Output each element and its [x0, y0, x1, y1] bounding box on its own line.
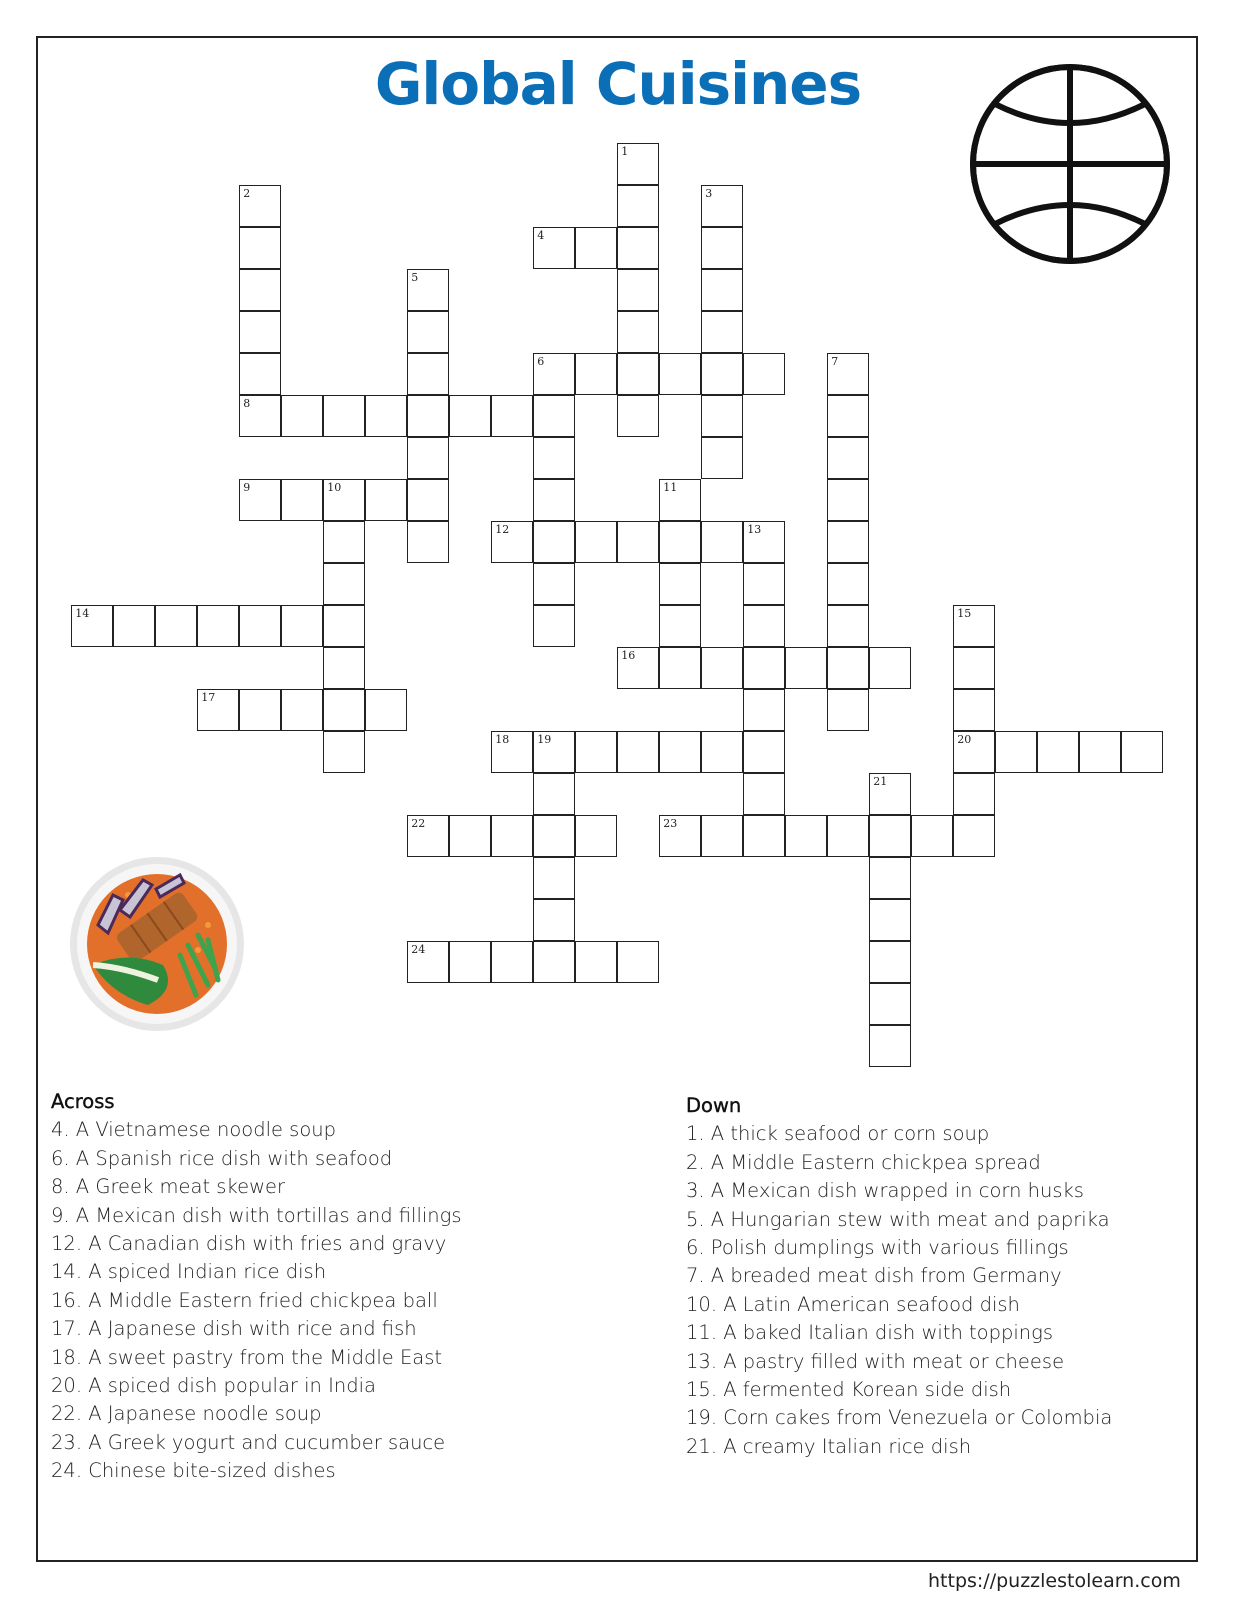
- grid-cell[interactable]: [491, 731, 533, 773]
- grid-cell[interactable]: [701, 731, 743, 773]
- grid-cell[interactable]: [617, 269, 659, 311]
- across-clue: 18. A sweet pastry from the Middle East: [51, 1345, 443, 1369]
- clue-number: 22: [411, 817, 426, 831]
- grid-cell[interactable]: [197, 605, 239, 647]
- grid-cell[interactable]: [407, 269, 449, 311]
- grid-cell[interactable]: [575, 353, 617, 395]
- clue-number: 6: [537, 355, 545, 369]
- grid-cell[interactable]: [533, 227, 575, 269]
- grid-cell[interactable]: [617, 521, 659, 563]
- grid-cell[interactable]: [701, 647, 743, 689]
- grid-cell[interactable]: [533, 563, 575, 605]
- grid-cell[interactable]: [827, 479, 869, 521]
- grid-cell[interactable]: [953, 647, 995, 689]
- clue-number: 16: [621, 649, 636, 663]
- globe-icon: [968, 62, 1172, 266]
- grid-cell[interactable]: [323, 605, 365, 647]
- grid-cell[interactable]: [869, 647, 911, 689]
- grid-cell[interactable]: [995, 731, 1037, 773]
- grid-cell[interactable]: [1037, 731, 1079, 773]
- grid-cell[interactable]: [407, 941, 449, 983]
- grid-cell[interactable]: [617, 185, 659, 227]
- across-clue: 14. A spiced Indian rice dish: [51, 1260, 327, 1284]
- down-clue: 13. A pastry filled with meat or cheese: [686, 1349, 1065, 1373]
- clue-number: 8: [243, 397, 251, 411]
- grid-cell[interactable]: [239, 395, 281, 437]
- grid-cell[interactable]: [743, 521, 785, 563]
- food-plate-icon: [68, 855, 246, 1033]
- grid-cell[interactable]: [239, 479, 281, 521]
- grid-cell[interactable]: [323, 521, 365, 563]
- grid-cell[interactable]: [533, 857, 575, 899]
- grid-cell[interactable]: [701, 185, 743, 227]
- grid-cell[interactable]: [743, 353, 785, 395]
- clue-number: 7: [831, 355, 839, 369]
- grid-cell[interactable]: [911, 815, 953, 857]
- grid-cell[interactable]: [743, 815, 785, 857]
- grid-cell[interactable]: [617, 647, 659, 689]
- grid-cell[interactable]: [239, 605, 281, 647]
- grid-cell[interactable]: [491, 815, 533, 857]
- grid-cell[interactable]: [239, 311, 281, 353]
- grid-cell[interactable]: [617, 227, 659, 269]
- grid-cell[interactable]: [533, 521, 575, 563]
- clue-number: 4: [537, 229, 545, 243]
- grid-cell[interactable]: [659, 479, 701, 521]
- grid-cell[interactable]: [239, 689, 281, 731]
- grid-cell[interactable]: [533, 941, 575, 983]
- down-clue: 15. A fermented Korean side dish: [686, 1378, 1012, 1402]
- across-clue: 22. A Japanese noodle soup: [51, 1402, 322, 1426]
- grid-cell[interactable]: [71, 605, 113, 647]
- grid-cell[interactable]: [575, 941, 617, 983]
- grid-cell[interactable]: [617, 395, 659, 437]
- grid-cell[interactable]: [491, 521, 533, 563]
- grid-cell[interactable]: [743, 731, 785, 773]
- down-clues: [686, 1092, 1112, 1461]
- grid-cell[interactable]: [407, 479, 449, 521]
- clue-number: 10: [327, 481, 342, 495]
- across-clues: [51, 1088, 462, 1486]
- grid-cell[interactable]: [365, 479, 407, 521]
- grid-cell[interactable]: [701, 311, 743, 353]
- grid-cell[interactable]: [743, 689, 785, 731]
- clue-number: 20: [957, 733, 972, 747]
- grid-cell[interactable]: [617, 143, 659, 185]
- grid-cell[interactable]: [785, 647, 827, 689]
- grid-cell[interactable]: [743, 563, 785, 605]
- grid-cell[interactable]: [953, 815, 995, 857]
- grid-cell[interactable]: [659, 815, 701, 857]
- grid-cell[interactable]: [491, 395, 533, 437]
- grid-cell[interactable]: [617, 311, 659, 353]
- across-heading: Across: [51, 1090, 115, 1113]
- grid-cell[interactable]: [869, 899, 911, 941]
- across-clue: 8. A Greek meat skewer: [51, 1175, 286, 1199]
- grid-cell[interactable]: [827, 563, 869, 605]
- grid-cell[interactable]: [659, 521, 701, 563]
- grid-cell[interactable]: [533, 815, 575, 857]
- grid-cell[interactable]: [701, 521, 743, 563]
- down-clue: 3. A Mexican dish wrapped in corn husks: [686, 1179, 1084, 1203]
- grid-cell[interactable]: [827, 521, 869, 563]
- grid-cell[interactable]: [869, 1025, 911, 1067]
- across-clue: 17. A Japanese dish with rice and fish: [51, 1317, 417, 1341]
- grid-cell[interactable]: [155, 605, 197, 647]
- clue-number: 11: [663, 481, 678, 495]
- grid-cell[interactable]: [533, 773, 575, 815]
- clue-number: 14: [75, 607, 90, 621]
- clue-number: 24: [411, 943, 426, 957]
- grid-cell[interactable]: [953, 605, 995, 647]
- clue-number: 2: [243, 187, 251, 201]
- grid-cell[interactable]: [575, 815, 617, 857]
- grid-cell[interactable]: [575, 521, 617, 563]
- grid-cell[interactable]: [827, 437, 869, 479]
- grid-cell[interactable]: [743, 773, 785, 815]
- grid-cell[interactable]: [827, 689, 869, 731]
- across-clue: 24. Chinese bite-sized dishes: [51, 1459, 336, 1483]
- grid-cell[interactable]: [281, 395, 323, 437]
- clue-number: 19: [537, 733, 552, 747]
- grid-cell[interactable]: [323, 563, 365, 605]
- grid-cell[interactable]: [953, 731, 995, 773]
- grid-cell[interactable]: [953, 773, 995, 815]
- grid-cell[interactable]: [869, 983, 911, 1025]
- grid-cell[interactable]: [323, 479, 365, 521]
- clue-number: 1: [621, 145, 629, 159]
- grid-cell[interactable]: [701, 437, 743, 479]
- down-clue: 11. A baked Italian dish with toppings: [686, 1321, 1053, 1345]
- across-clue: 12. A Canadian dish with fries and gravy: [51, 1232, 447, 1256]
- grid-cell[interactable]: [449, 941, 491, 983]
- grid-cell[interactable]: [701, 353, 743, 395]
- grid-cell[interactable]: [575, 731, 617, 773]
- grid-cell[interactable]: [617, 941, 659, 983]
- grid-cell[interactable]: [407, 311, 449, 353]
- grid-cell[interactable]: [323, 647, 365, 689]
- clue-number: 13: [747, 523, 762, 537]
- clue-number: 3: [705, 187, 713, 201]
- down-clue: 5. A Hungarian stew with meat and paprika: [686, 1207, 1110, 1231]
- grid-cell[interactable]: [323, 395, 365, 437]
- grid-cell[interactable]: [323, 689, 365, 731]
- clue-number: 15: [957, 607, 972, 621]
- grid-cell[interactable]: [1121, 731, 1163, 773]
- grid-cell[interactable]: [323, 731, 365, 773]
- grid-cell[interactable]: [1079, 731, 1121, 773]
- grid-cell[interactable]: [785, 815, 827, 857]
- across-clue: 9. A Mexican dish with tortillas and fillings: [51, 1203, 462, 1227]
- down-clue: 6. Polish dumplings with various fillings: [686, 1236, 1069, 1260]
- grid-cell[interactable]: [953, 689, 995, 731]
- grid-cell[interactable]: [407, 395, 449, 437]
- grid-cell[interactable]: [113, 605, 155, 647]
- grid-cell[interactable]: [659, 605, 701, 647]
- grid-cell[interactable]: [701, 395, 743, 437]
- grid-cell[interactable]: [827, 395, 869, 437]
- grid-cell[interactable]: [449, 395, 491, 437]
- grid-cell[interactable]: [197, 689, 239, 731]
- grid-cell[interactable]: [659, 563, 701, 605]
- clue-number: 17: [201, 691, 216, 705]
- grid-cell[interactable]: [533, 605, 575, 647]
- down-heading: Down: [686, 1094, 742, 1117]
- across-clue: 23. A Greek yogurt and cucumber sauce: [51, 1430, 446, 1454]
- grid-cell[interactable]: [617, 353, 659, 395]
- grid-cell[interactable]: [743, 647, 785, 689]
- clue-number: 23: [663, 817, 678, 831]
- clue-number: 12: [495, 523, 510, 537]
- across-clue: 4. A Vietnamese noodle soup: [51, 1118, 337, 1142]
- grid-cell[interactable]: [407, 437, 449, 479]
- down-clue: 2. A Middle Eastern chickpea spread: [686, 1150, 1041, 1174]
- grid-cell[interactable]: [701, 227, 743, 269]
- clue-number: 18: [495, 733, 510, 747]
- grid-cell[interactable]: [827, 353, 869, 395]
- grid-cell[interactable]: [365, 395, 407, 437]
- grid-cell[interactable]: [533, 437, 575, 479]
- grid-cell[interactable]: [281, 605, 323, 647]
- across-clue: 16. A Middle Eastern fried chickpea ball: [51, 1288, 438, 1312]
- grid-cell[interactable]: [239, 227, 281, 269]
- grid-cell[interactable]: [533, 353, 575, 395]
- grid-cell[interactable]: [281, 479, 323, 521]
- across-clue: 20. A spiced dish popular in India: [51, 1374, 376, 1398]
- grid-cell[interactable]: [533, 731, 575, 773]
- grid-cell[interactable]: [365, 689, 407, 731]
- grid-cell[interactable]: [827, 605, 869, 647]
- grid-cell[interactable]: [491, 941, 533, 983]
- grid-cell[interactable]: [239, 269, 281, 311]
- grid-cell[interactable]: [239, 185, 281, 227]
- grid-cell[interactable]: [701, 815, 743, 857]
- grid-cell[interactable]: [659, 647, 701, 689]
- down-clue: 19. Corn cakes from Venezuela or Colombia: [686, 1406, 1113, 1430]
- grid-cell[interactable]: [533, 395, 575, 437]
- grid-cell[interactable]: [869, 815, 911, 857]
- grid-cell[interactable]: [743, 605, 785, 647]
- down-clue: 21. A creamy Italian rice dish: [686, 1434, 972, 1458]
- grid-cell[interactable]: [701, 269, 743, 311]
- grid-cell[interactable]: [533, 899, 575, 941]
- clue-number: 21: [873, 775, 888, 789]
- grid-cell[interactable]: [869, 857, 911, 899]
- grid-cell[interactable]: [827, 647, 869, 689]
- grid-cell[interactable]: [659, 731, 701, 773]
- grid-cell[interactable]: [407, 815, 449, 857]
- grid-cell[interactable]: [449, 815, 491, 857]
- clue-number: 9: [243, 481, 251, 495]
- clue-number: 5: [411, 271, 419, 285]
- grid-cell[interactable]: [869, 773, 911, 815]
- down-clue: 10. A Latin American seafood dish: [686, 1292, 1020, 1316]
- grid-cell[interactable]: [281, 689, 323, 731]
- grid-cell[interactable]: [407, 521, 449, 563]
- grid-cell[interactable]: [407, 353, 449, 395]
- page-title: Global Cuisines: [374, 50, 862, 118]
- grid-cell[interactable]: [533, 479, 575, 521]
- footer-url[interactable]: https://puzzlestolearn.com: [928, 1570, 1181, 1592]
- grid-cell[interactable]: [617, 731, 659, 773]
- grid-cell[interactable]: [239, 353, 281, 395]
- across-clue: 6. A Spanish rice dish with seafood: [51, 1146, 393, 1170]
- grid-cell[interactable]: [575, 227, 617, 269]
- grid-cell[interactable]: [869, 941, 911, 983]
- grid-cell[interactable]: [827, 815, 869, 857]
- down-clue: 1. A thick seafood or corn soup: [686, 1122, 990, 1146]
- grid-cell[interactable]: [659, 353, 701, 395]
- down-clue: 7. A breaded meat dish from Germany: [686, 1264, 1062, 1288]
